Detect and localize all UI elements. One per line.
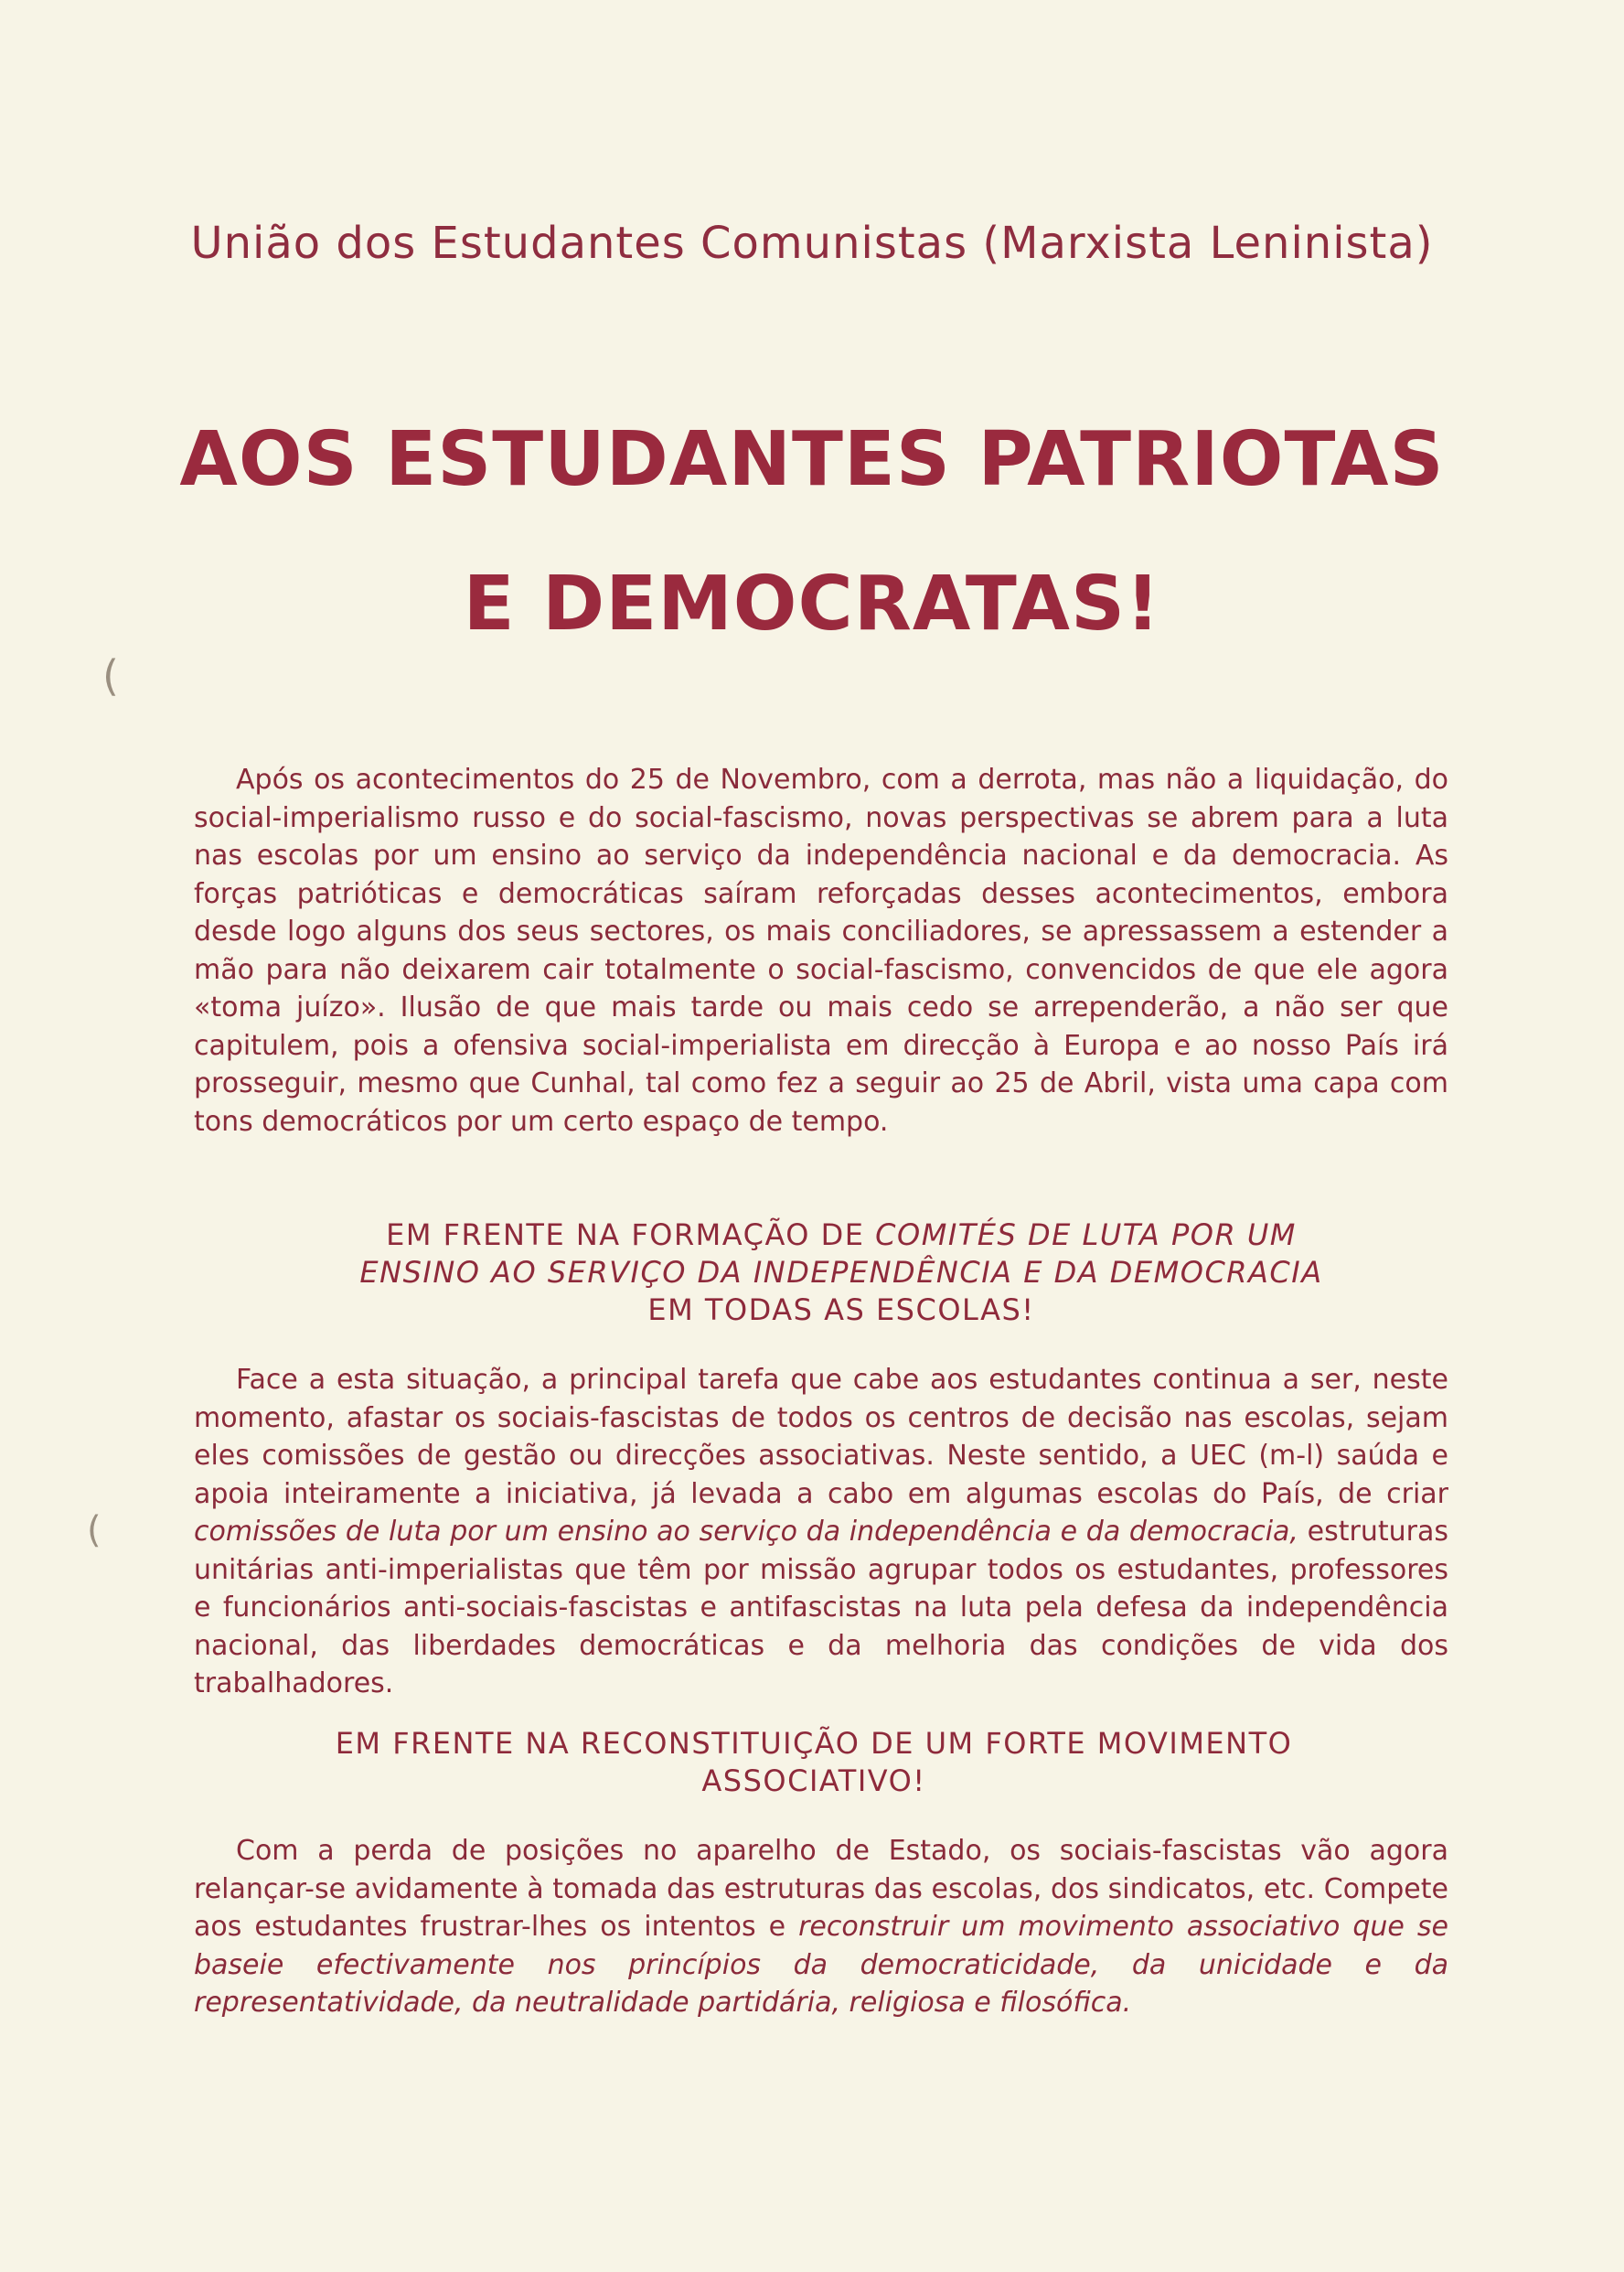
section-title-comites-suffix: EM TODAS AS ESCOLAS! [647, 1292, 1035, 1327]
section-title-comites [347, 1216, 1335, 1329]
intro-paragraph [194, 761, 1448, 1141]
margin-mark-left: ( [102, 651, 119, 701]
headline-line-2: E DEMOCRATAS! [463, 561, 1161, 648]
organization-header: União dos Estudantes Comunistas (Marxista Leninista) [190, 218, 1434, 269]
comites-paragraph-italic: comissões de luta por um ensino ao serviço da independência e da democracia, [194, 1516, 1298, 1548]
associativo-paragraph [194, 1832, 1448, 2022]
section-title-associativo: EM FRENTE NA RECONSTITUIÇÃO DE UM FORTE MOVIMENTO ASSOCIATIVO! [335, 1726, 1293, 1798]
intro-paragraph-text: Após os acontecimentos do 25 de Novembro, com a derrota, mas não a liquidação, do social-imperialismo russo e do social-fascismo, novas perspectivas se abrem para a luta nas escolas por um ensino ao serviço da independência nacional e da democracia. As forças patrióticas e democráticas saíram reforçadas desses acontecimentos, embora desde logo alguns dos seus sectores, os mais conciliadores, se apressassem a estender a mão para não deixarem cair totalmente o social-fascismo, convencidos de que ele agora «toma juízo». Ilusão de que mais tarde ou mais cedo se arrependerão, a não ser que capitulem, pois a ofensiva social-imperialista em direcção à Europa e ao nosso País irá prosseguir, mesmo que Cunhal, tal como fez a seguir ao 25 de Abril, vista uma capa com tons democráticos por um certo espaço de tempo. [194, 764, 1448, 1138]
section-title-comites-prefix: EM FRENTE NA FORMAÇÃO DE [386, 1217, 876, 1252]
associativo-paragraph-italic: reconstruir um movimento associativo que se baseie efectivamente nos princípios da democraticidade, da unicidade e da representatividade, da neutralidade partidária, religiosa e filosófica. [194, 1911, 1448, 2019]
comites-paragraph-text-before: Face a esta situação, a principal tarefa que cabe aos estudantes continua a ser, neste momento, afastar os sociais-fascistas de todos os centros de decisão nas escolas, sejam eles comissões de gestão ou direcções associativas. Neste sentido, a UEC (m-l) saúda e apoia inteiramente a iniciativa, já levada a cabo em algumas escolas do País, de criar [194, 1364, 1448, 1510]
headline-line-1: AOS ESTUDANTES PATRIOTAS [179, 416, 1445, 503]
comites-paragraph-text-after: estruturas unitárias anti-imperialistas que têm por missão agrupar todos os estudantes, professores e funcionários anti-sociais-fascistas e antifascistas na luta pela defesa da independência nacional, das liberdades democráticas e da melhoria das condições de vida dos trabalhadores. [194, 1516, 1448, 1699]
comites-paragraph [194, 1361, 1448, 1703]
section-title-comites-italic: COMITÉS DE LUTA POR UM ENSINO AO SERVIÇO DA INDEPENDÊNCIA E DA DEMOCRACIA [359, 1217, 1323, 1290]
margin-mark-left-2: ( [87, 1509, 102, 1551]
associativo-paragraph-text-before: Com a perda de posições no aparelho de Estado, os sociais-fascistas vão agora relançar-se avidamente à tomada das estruturas das escolas, dos sindicatos, etc. Compete aos estudantes frustrar-lhes os intentos e [194, 1835, 1448, 1943]
